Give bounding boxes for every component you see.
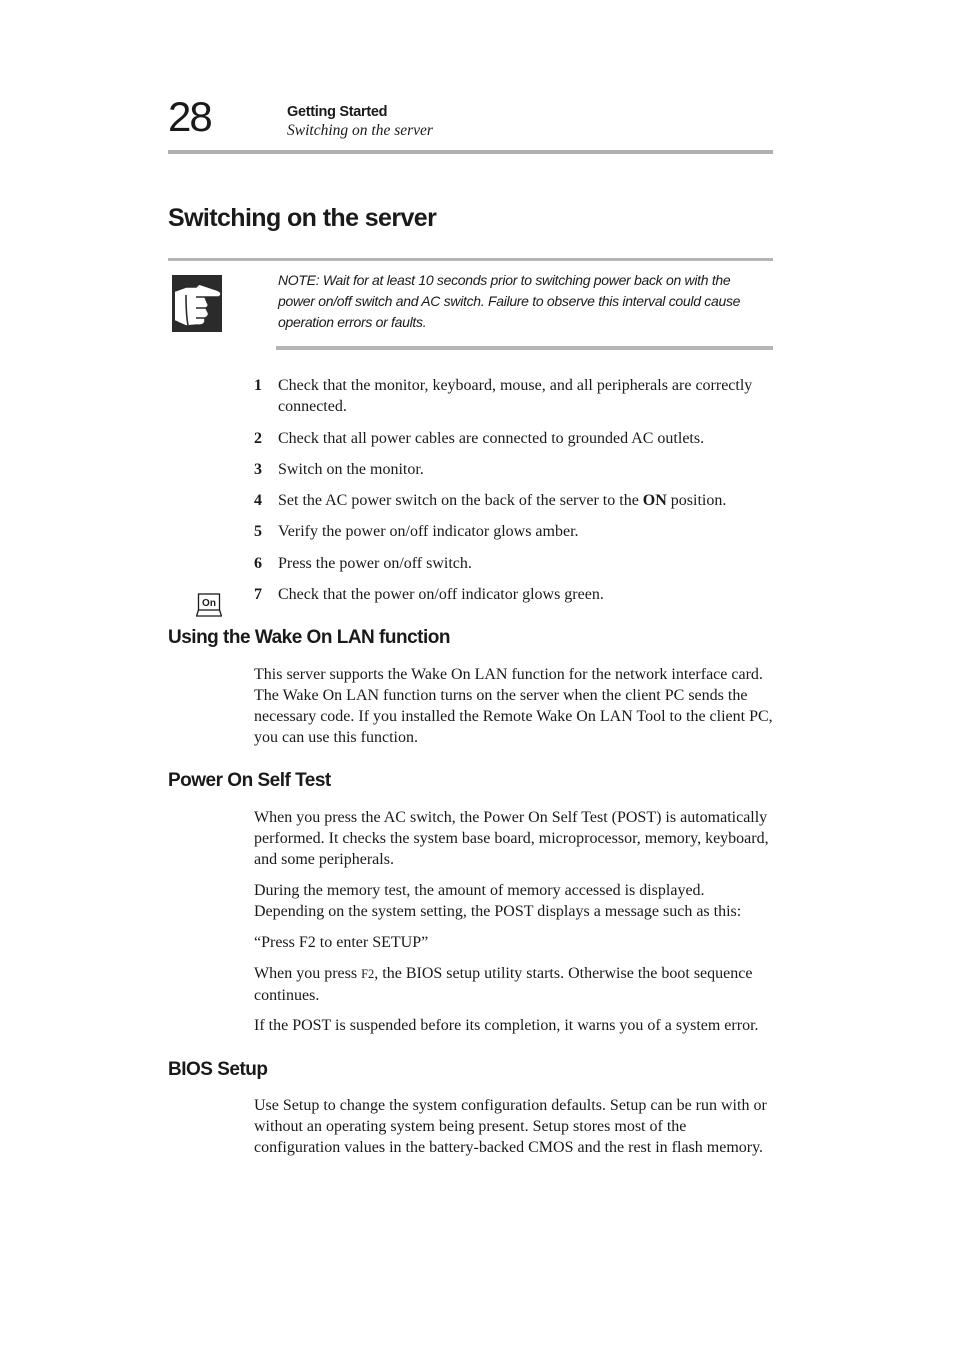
step-text: Check that the monitor, keyboard, mouse, and all peripherals are correctly connected. — [278, 377, 753, 415]
f2-key-label: F2 — [361, 967, 375, 981]
post-paragraph-4 — [254, 963, 774, 1006]
step-text: Press the power on/off switch. — [278, 555, 472, 572]
page-title: Switching on the server — [168, 204, 437, 232]
post-paragraph-1: When you press the AC switch, the Power On Self Test (POST) is automatically performed. It checks the system base board, microprocessor, memory, keyboard, and some peripherals. — [254, 809, 769, 868]
post-p4-end: , the BIOS setup utility starts. Otherwise the boot sequence continues. — [254, 965, 753, 1004]
step-text: Verify the power on/off indicator glows amber. — [278, 523, 579, 540]
bios-paragraph: Use Setup to change the system configuration defaults. Setup can be run with or without an operating system being present. Setup stores most of the configuration values in the battery-backed CMOS and the rest in flash memory. — [254, 1097, 767, 1156]
post-paragraph-2: During the memory test, the amount of memory accessed is displayed. Depending on the system setting, the POST displays a message such as this: — [254, 882, 742, 920]
running-head-section: Switching on the server — [287, 122, 433, 139]
wol-heading: Using the Wake On LAN function — [168, 627, 450, 648]
post-p4-start: When you press — [254, 965, 362, 982]
note-text: NOTE: Wait for at least 10 seconds prior to switching power back on with the power on/off switch and AC switch. Failure to observe this interval could cause operation errors or faults. — [278, 272, 741, 330]
note-divider — [276, 346, 773, 350]
header-divider — [168, 150, 773, 154]
step-text: Switch on the monitor. — [278, 461, 424, 478]
step-number: 7 — [254, 586, 262, 603]
on-position-label: ON — [642, 492, 667, 509]
step-number: 2 — [254, 430, 262, 447]
step-text: Check that all power cables are connected to grounded AC outlets. — [278, 430, 705, 447]
step-text-start: Set the AC power switch on the back of the server to the — [278, 492, 643, 509]
page-number: 28 — [168, 93, 211, 140]
post-setup-message: “Press F2 to enter SETUP” — [254, 934, 429, 951]
step-number: 1 — [254, 377, 262, 394]
running-head — [287, 104, 433, 140]
pointing-hand-icon — [172, 275, 222, 332]
step-number: 5 — [254, 523, 262, 540]
laptop-on-icon — [196, 592, 222, 618]
wol-paragraph: This server supports the Wake On LAN function for the network interface card. The Wake On LAN function turns on the server when the client PC sends the necessary code. If you installed the Remote Wake On LAN Tool to the client PC, you can use this function. — [254, 666, 773, 746]
post-heading: Power On Self Test — [168, 770, 331, 791]
step-number: 3 — [254, 461, 262, 478]
step-number: 6 — [254, 555, 262, 572]
bios-heading: BIOS Setup — [168, 1059, 268, 1080]
step-text: Check that the power on/off indicator glows green. — [278, 586, 604, 603]
running-head-chapter: Getting Started — [287, 104, 388, 120]
post-paragraph-5: If the POST is suspended before its completion, it warns you of a system error. — [254, 1017, 759, 1034]
step-text-end: position. — [666, 492, 727, 509]
on-icon-label: On — [202, 598, 216, 609]
step-number: 4 — [254, 492, 262, 509]
title-divider — [168, 258, 773, 261]
step-text — [278, 490, 774, 511]
